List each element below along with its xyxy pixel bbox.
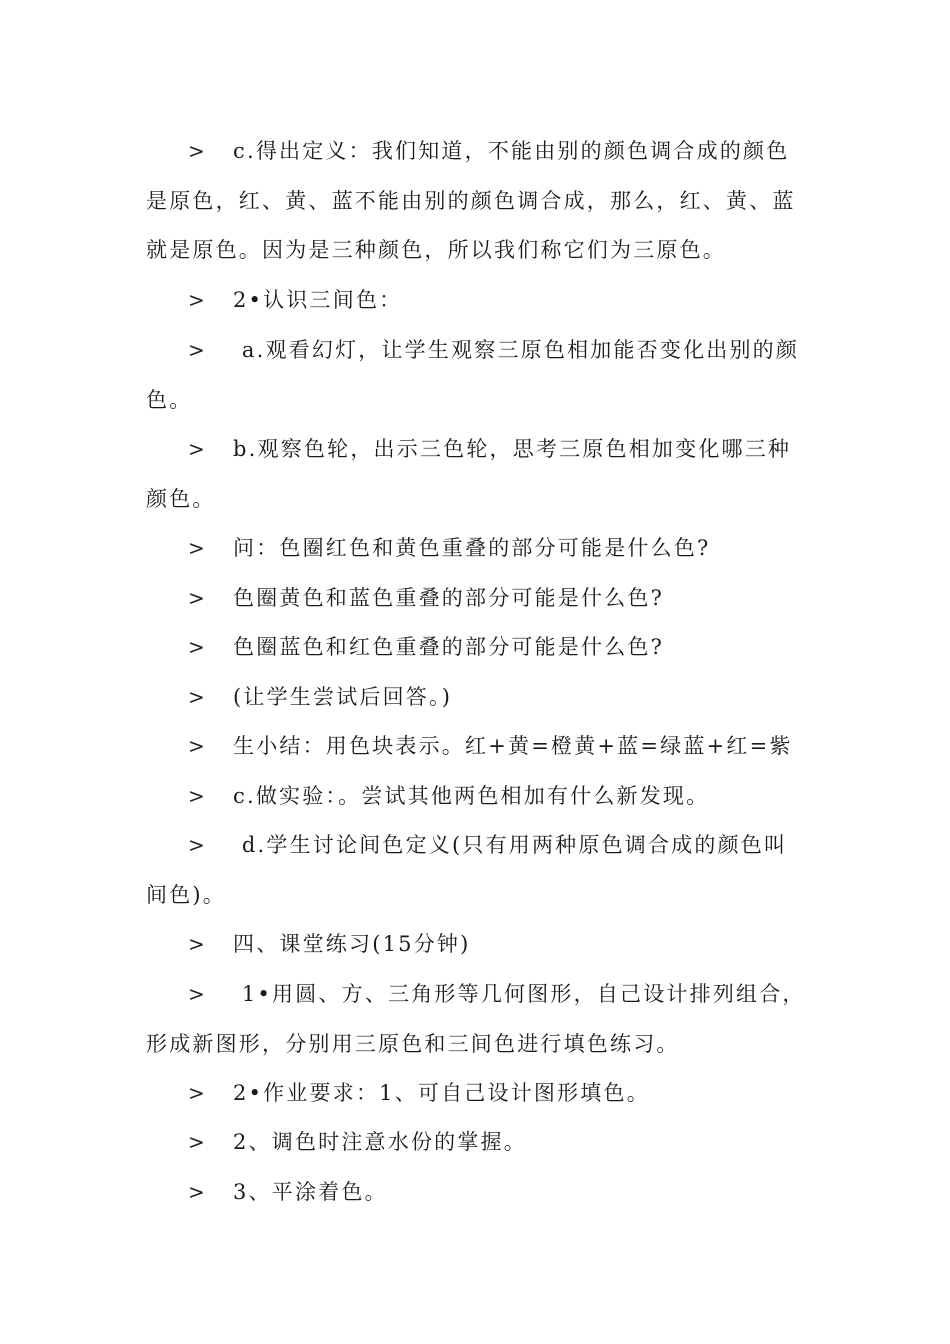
paragraph-text: 2•作业要求：1、可自己设计图形填色。 xyxy=(233,1081,650,1105)
paragraph xyxy=(146,673,810,723)
paragraph xyxy=(146,970,810,1069)
paragraph xyxy=(146,276,810,326)
bullet-arrow-icon: > xyxy=(188,833,207,857)
bullet-arrow-icon: > xyxy=(188,139,207,163)
paragraph xyxy=(146,1118,810,1168)
bullet-arrow-icon: > xyxy=(188,982,207,1006)
paragraph-text: 生小结：用色块表示。红+黄=橙黄+蓝=绿蓝+红=紫 xyxy=(233,734,793,758)
bullet-arrow-icon: > xyxy=(188,586,207,610)
paragraph-text: b.观察色轮，出示三色轮，思考三原色相加变化哪三种颜色。 xyxy=(146,437,792,511)
bullet-arrow-icon: > xyxy=(188,1081,207,1105)
paragraph-text: d.学生讨论间色定义(只有用两种原色调合成的颜色叫间色)。 xyxy=(146,833,788,907)
paragraph xyxy=(146,326,810,425)
paragraph xyxy=(146,1069,810,1119)
bullet-arrow-icon: > xyxy=(188,784,207,808)
paragraph-text: 1•用圆、方、三角形等几何图形，自己设计排列组合，形成新图形，分别用三原色和三间色进行填色练习。 xyxy=(146,982,806,1056)
bullet-arrow-icon: > xyxy=(188,437,207,461)
paragraph-text: 2•认识三间色： xyxy=(233,288,403,312)
paragraph xyxy=(146,920,810,970)
paragraph xyxy=(146,821,810,920)
paragraph xyxy=(146,127,810,276)
paragraph xyxy=(146,425,810,524)
bullet-arrow-icon: > xyxy=(188,635,207,659)
paragraph xyxy=(146,524,810,574)
bullet-arrow-icon: > xyxy=(188,288,207,312)
bullet-arrow-icon: > xyxy=(188,338,207,362)
paragraph xyxy=(146,772,810,822)
bullet-arrow-icon: > xyxy=(188,1180,207,1204)
paragraph-text: 色圈蓝色和红色重叠的部分可能是什么色? xyxy=(233,635,665,659)
paragraph-text: 四、课堂练习(15分钟) xyxy=(233,932,471,956)
bullet-arrow-icon: > xyxy=(188,685,207,709)
paragraph xyxy=(146,623,810,673)
paragraph-text: c.做实验：。尝试其他两色相加有什么新发现。 xyxy=(233,784,710,808)
paragraph-text: 色圈黄色和蓝色重叠的部分可能是什么色? xyxy=(233,586,665,610)
bullet-arrow-icon: > xyxy=(188,1130,207,1154)
paragraph-text: 3、平涂着色。 xyxy=(233,1180,388,1204)
paragraph xyxy=(146,574,810,624)
paragraph xyxy=(146,1168,810,1218)
paragraph-text: a.观看幻灯，让学生观察三原色相加能否变化出别的颜色。 xyxy=(146,338,800,412)
paragraph-text: c.得出定义：我们知道，不能由别的颜色调合成的颜色是原色，红、黄、蓝不能由别的颜色调合成，那么，红、黄、蓝就是原色。因为是三种颜色，所以我们称它们为三原色。 xyxy=(146,139,796,262)
bullet-arrow-icon: > xyxy=(188,536,207,560)
bullet-arrow-icon: > xyxy=(188,734,207,758)
paragraph-text: 2、调色时注意水份的掌握。 xyxy=(233,1130,527,1154)
bullet-arrow-icon: > xyxy=(188,932,207,956)
paragraph xyxy=(146,722,810,772)
paragraph-text: 问：色圈红色和黄色重叠的部分可能是什么色? xyxy=(233,536,711,560)
paragraph-text: (让学生尝试后回答。) xyxy=(233,685,453,709)
